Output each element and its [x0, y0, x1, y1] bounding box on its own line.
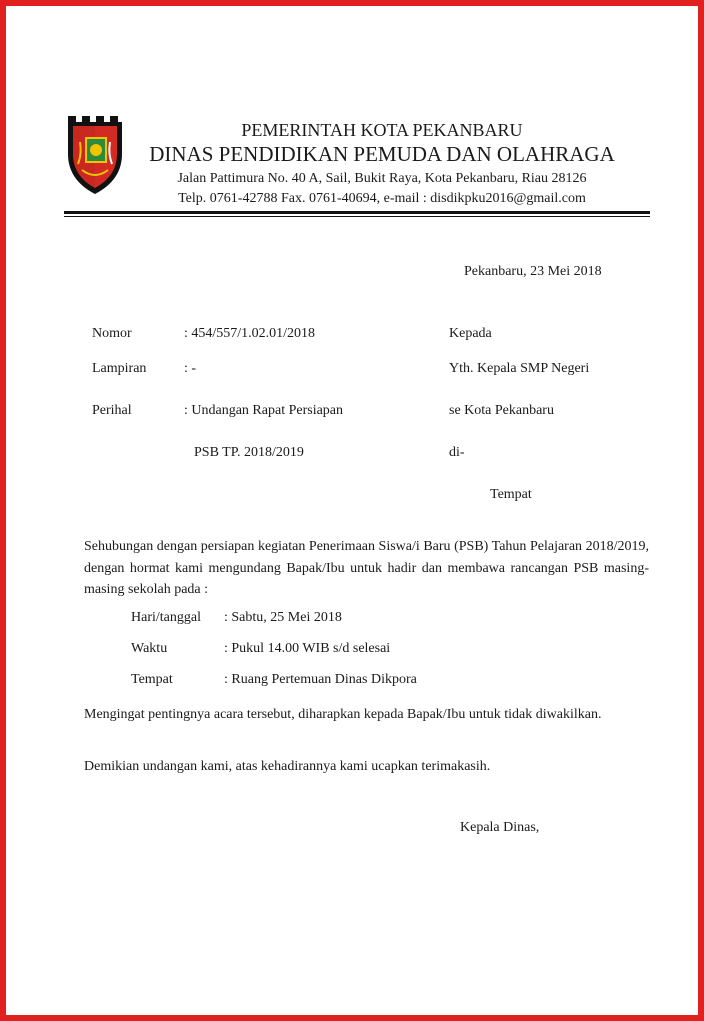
recipient-city: se Kota Pekanbaru: [449, 403, 554, 418]
recipient-kepada: Kepada: [449, 326, 492, 341]
body-paragraph-intro: Sehubungan dengan persiapan kegiatan Penerimaan Siswa/i Baru (PSB) Tahun Pelajaran 2018/2019, dengan hormat kami mengundang Bapak/Ibu untuk hadir dan membawa rancangan PSB masing-masing sekolah pada :: [84, 539, 649, 597]
lampiran-label: Lampiran: [92, 361, 147, 376]
letterhead-government: PEMERINTAH KOTA PEKANBARU: [241, 120, 523, 140]
schedule-time-value: : Pukul 14.00 WIB s/d selesai: [224, 641, 391, 656]
schedule-day-value: : Sabtu, 25 Mei 2018: [224, 610, 342, 625]
schedule-place-label: Tempat: [131, 672, 173, 687]
letterhead-address: Jalan Pattimura No. 40 A, Sail, Bukit Raya, Kota Pekanbaru, Riau 28126: [177, 171, 587, 186]
lampiran-value: : -: [184, 361, 197, 376]
signature-title: Kepala Dinas,: [460, 820, 540, 835]
perihal-value: : Undangan Rapat Persiapan: [184, 403, 344, 418]
letterhead-rule-thick: [64, 211, 650, 214]
perihal-label: Perihal: [92, 403, 132, 418]
letterhead-contact: Telp. 0761-42788 Fax. 0761-40694, e-mail : disdikpku2016@gmail.com: [178, 191, 586, 206]
body-paragraph-request: Mengingat pentingnya acara tersebut, diharapkan kepada Bapak/Ibu untuk tidak diwakilkan.: [84, 707, 602, 722]
body-paragraph-closing: Demikian undangan kami, atas kehadirannya kami ucapkan terimakasih.: [84, 759, 491, 774]
schedule-time-label: Waktu: [131, 641, 168, 656]
city-emblem-logo: [64, 114, 126, 196]
schedule-place-value: : Ruang Pertemuan Dinas Dikpora: [224, 672, 417, 687]
recipient-di: di-: [449, 445, 465, 460]
nomor-label: Nomor: [92, 326, 132, 341]
letterhead-agency: DINAS PENDIDIKAN PEMUDA DAN OLAHRAGA: [149, 142, 615, 166]
perihal-value-line2: PSB TP. 2018/2019: [194, 445, 304, 460]
schedule-day-label: Hari/tanggal: [131, 610, 201, 625]
letterhead-rule-thin: [64, 216, 650, 217]
recipient-tempat: Tempat: [490, 487, 532, 502]
date-line: Pekanbaru, 23 Mei 2018: [464, 264, 602, 279]
recipient-addressee: Yth. Kepala SMP Negeri: [449, 361, 590, 376]
nomor-value: : 454/557/1.02.01/2018: [184, 326, 316, 341]
